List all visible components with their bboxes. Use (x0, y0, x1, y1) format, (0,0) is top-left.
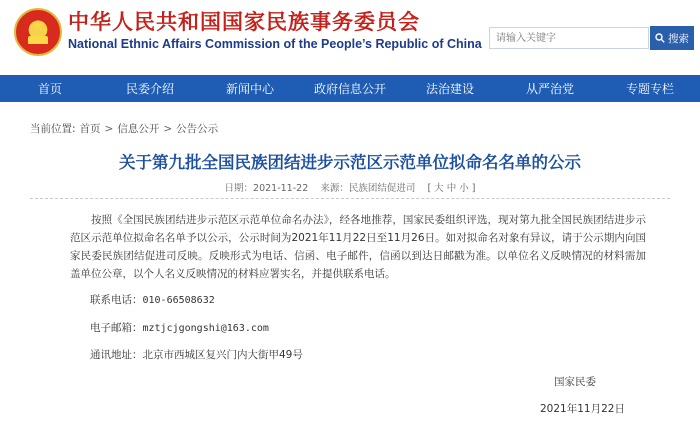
article-source: 来源：民族团结促进司 (320, 183, 416, 194)
nav-item-party-discipline[interactable]: 从严治党 (525, 82, 574, 96)
search-button-label: 搜索 (668, 32, 689, 45)
nav-item-news[interactable]: 新闻中心 (225, 82, 274, 96)
signature-date: 2021年11月22日 (540, 403, 625, 415)
breadcrumb-home[interactable]: 首页 (79, 123, 101, 135)
contact-email (90, 320, 269, 335)
search-icon (655, 33, 665, 43)
article-paragraph: 按照《全国民族团结进步示范区示范单位命名办法》，经各地推荐，国家民委组织评选，现对第九批全国民族团结进步示范区示范单位拟命名名单予以公示，公示时间为2021年11月22日至11月26日。如对拟命名对象有异议，请于公示期内向国家民委民族团结促进司反映。反映形式为电话、信函、电子邮件，信函以到达日邮戳为准。以单位名义反映情况的材料需加盖单位公章，以个人名义反映情况的材料应署实名，并提供联系电话。 (70, 214, 646, 280)
breadcrumb-separator: > (163, 122, 173, 135)
national-emblem-icon: ★ (14, 8, 62, 56)
article-body (70, 211, 646, 283)
signature-org: 国家民委 (554, 376, 596, 388)
breadcrumb-label: 当前位置: (30, 123, 76, 135)
search-input[interactable] (489, 27, 649, 49)
nav-item-gov-info[interactable]: 政府信息公开 (313, 82, 386, 96)
article-date: 日期：2021-11-22 (224, 183, 309, 194)
contact-address: 通讯地址：北京市西城区复兴门内大街甲49号 (90, 349, 303, 361)
nav-item-about[interactable]: 民委介绍 (125, 82, 174, 96)
divider (30, 198, 670, 199)
nav-item-home[interactable]: 首页 (37, 82, 62, 96)
email-label: 电子邮箱： (90, 322, 143, 334)
breadcrumb (30, 121, 218, 136)
nav-item-special-topics[interactable]: 专题专栏 (625, 82, 674, 96)
phone-number: 010-66508632 (142, 295, 215, 306)
site-title-cn[interactable]: 中华人民共和国国家民族事务委员会 (68, 10, 420, 34)
email-address[interactable]: mztjcjgongshi@163.com (142, 323, 269, 334)
article-meta (0, 180, 700, 194)
main-nav (0, 75, 700, 102)
nav-item-rule-of-law[interactable]: 法治建设 (425, 82, 474, 96)
breadcrumb-separator: > (104, 122, 114, 135)
font-size-switcher[interactable]: [ 大 中 小 ] (427, 183, 476, 194)
breadcrumb-info-open[interactable]: 信息公开 (117, 123, 160, 135)
contact-phone (90, 292, 215, 307)
site-title-en: National Ethnic Affairs Commission of the People’s Republic of China (68, 37, 482, 51)
breadcrumb-announcements[interactable]: 公告公示 (176, 123, 219, 135)
search-button[interactable] (650, 26, 694, 50)
page-title: 关于第九批全国民族团结进步示范区示范单位拟命名名单的公示 (119, 153, 581, 172)
site-header (0, 0, 700, 75)
phone-label: 联系电话： (90, 294, 143, 306)
